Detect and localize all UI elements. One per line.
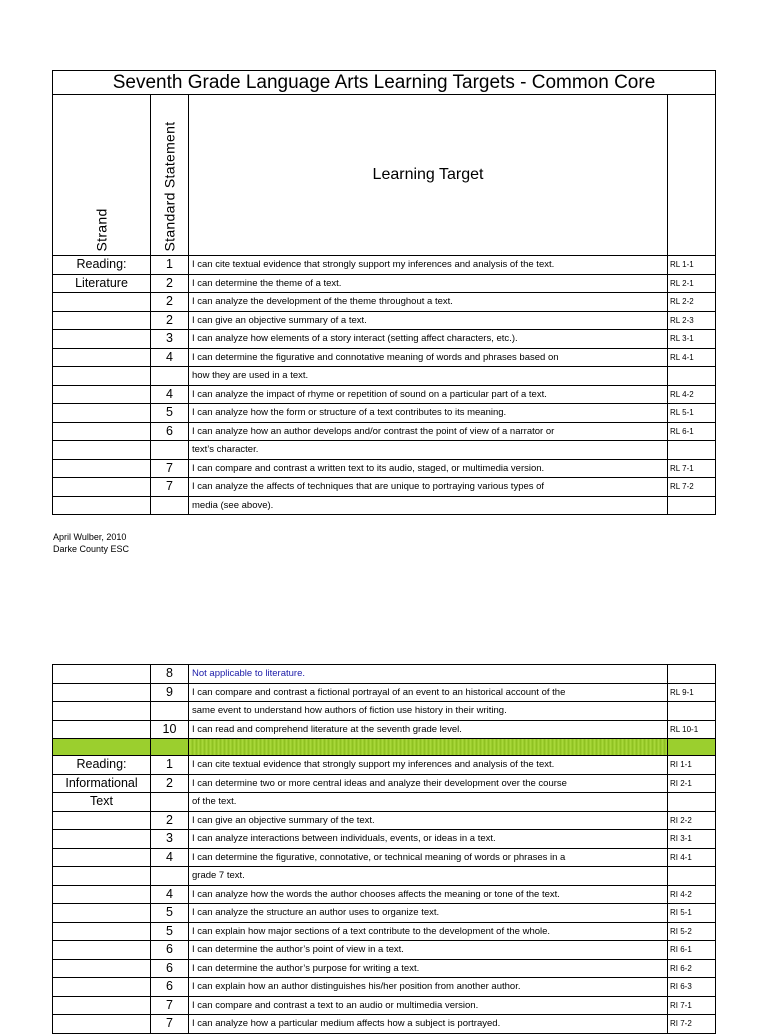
standard-number: 3 (151, 330, 189, 349)
strand-cell (53, 996, 151, 1015)
strand-cell (53, 665, 151, 684)
table-row (53, 720, 716, 739)
strand-header-label: Strand (92, 207, 109, 251)
strand-cell (53, 811, 151, 830)
learning-target-text: same event to understand how authors of fiction use history in their writing. (189, 702, 668, 721)
learning-target-text: I can read and comprehend literature at the seventh grade level. (189, 720, 668, 739)
learning-target-text: I can compare and contrast a text to an audio or multimedia version. (189, 996, 668, 1015)
standard-code: RI 4-2 (668, 885, 716, 904)
table-row (53, 756, 716, 775)
standard-code: RI 6-1 (668, 941, 716, 960)
learning-target-text: I can cite textual evidence that strongly support my inferences and analysis of the text. (189, 756, 668, 775)
standard-code: RI 2-1 (668, 774, 716, 793)
learning-target-text: I can analyze the affects of techniques that are unique to portraying various types of (189, 478, 668, 497)
standard-number: 2 (151, 274, 189, 293)
table-row (53, 367, 716, 386)
strand-cell (53, 683, 151, 702)
table-row (53, 811, 716, 830)
strand-cell (53, 459, 151, 478)
table-row (53, 293, 716, 312)
standard-number: 5 (151, 922, 189, 941)
author-org: Darke County ESC (53, 544, 130, 554)
learning-target-text: I can determine the theme of a text. (189, 274, 668, 293)
strand-cell: Reading: (53, 256, 151, 275)
standard-code: RL 1-1 (668, 256, 716, 275)
strand-cell: Reading: (53, 756, 151, 775)
strand-cell (53, 830, 151, 849)
standard-code: RI 5-1 (668, 904, 716, 923)
standard-number: 9 (151, 683, 189, 702)
standard-number: 2 (151, 311, 189, 330)
divider-cell (151, 739, 189, 756)
strand-cell (53, 311, 151, 330)
strand-cell (53, 959, 151, 978)
standard-number: 8 (151, 665, 189, 684)
learning-target-text: I can cite textual evidence that strongly support my inferences and analysis of the text. (189, 256, 668, 275)
standard-number: 2 (151, 774, 189, 793)
strand-cell (53, 478, 151, 497)
standard-code: RI 6-3 (668, 978, 716, 997)
learning-target-text: I can analyze how the form or structure of a text contributes to its meaning. (189, 404, 668, 423)
standard-number: 1 (151, 256, 189, 275)
learning-target-header: Learning Target (189, 95, 668, 256)
strand-cell (53, 404, 151, 423)
table-row (53, 404, 716, 423)
table-row (53, 274, 716, 293)
strand-cell (53, 702, 151, 721)
strand-cell (53, 367, 151, 386)
table-1-grid (52, 70, 716, 515)
author-name: April Wulber, 2010 (53, 532, 127, 542)
strand-cell (53, 293, 151, 312)
table-row (53, 496, 716, 515)
standard-number: 4 (151, 385, 189, 404)
standard-number: 5 (151, 904, 189, 923)
divider-cell (189, 739, 668, 756)
strand-cell (53, 385, 151, 404)
table-row (53, 422, 716, 441)
standard-number: 6 (151, 959, 189, 978)
table-row (53, 683, 716, 702)
code-header (668, 95, 716, 256)
standard-code: RI 6-2 (668, 959, 716, 978)
table-row (53, 867, 716, 886)
standard-code: RL 5-1 (668, 404, 716, 423)
learning-target-text: I can determine the author’s purpose for writing a text. (189, 959, 668, 978)
learning-target-text: I can analyze the structure an author uses to organize text. (189, 904, 668, 923)
standard-number (151, 702, 189, 721)
table-row (53, 348, 716, 367)
strand-cell (53, 941, 151, 960)
standard-code: RL 3-1 (668, 330, 716, 349)
page-title: Seventh Grade Language Arts Learning Targets - Common Core (53, 71, 716, 95)
standard-header (151, 95, 189, 256)
standard-number: 2 (151, 293, 189, 312)
standard-code: RL 10-1 (668, 720, 716, 739)
standard-code: RI 4-1 (668, 848, 716, 867)
author-credit (53, 531, 129, 555)
table-row (53, 441, 716, 460)
table-row (53, 941, 716, 960)
table-row (53, 848, 716, 867)
strand-cell (53, 848, 151, 867)
standard-code: RI 7-1 (668, 996, 716, 1015)
learning-target-text: I can analyze interactions between individuals, events, or ideas in a text. (189, 830, 668, 849)
learning-targets-table-2 (52, 664, 715, 1034)
strand-cell (53, 885, 151, 904)
standard-number: 6 (151, 978, 189, 997)
standard-code: RI 2-2 (668, 811, 716, 830)
learning-target-text: I can analyze how an author develops and/or contrast the point of view of a narrator or (189, 422, 668, 441)
learning-target-text: I can compare and contrast a fictional portrayal of an event to an historical account of the (189, 683, 668, 702)
table-row (53, 774, 716, 793)
learning-target-text: text’s character. (189, 441, 668, 460)
table-row (53, 459, 716, 478)
standard-code: RL 4-2 (668, 385, 716, 404)
standard-code (668, 665, 716, 684)
learning-target-text: I can analyze the development of the theme throughout a text. (189, 293, 668, 312)
standard-code: RL 2-2 (668, 293, 716, 312)
table-row (53, 793, 716, 812)
learning-target-text: I can analyze how a particular medium affects how a subject is portrayed. (189, 1015, 668, 1034)
table-row (53, 885, 716, 904)
learning-target-text: I can analyze the impact of rhyme or repetition of sound on a particular part of a text. (189, 385, 668, 404)
learning-target-text: I can analyze how elements of a story interact (setting affect characters, etc.). (189, 330, 668, 349)
standard-code (668, 702, 716, 721)
learning-target-text: I can give an objective summary of a text. (189, 311, 668, 330)
table-row (53, 978, 716, 997)
table-row (53, 385, 716, 404)
standard-code: RL 2-3 (668, 311, 716, 330)
standard-number (151, 441, 189, 460)
learning-target-text: Not applicable to literature. (189, 665, 668, 684)
learning-target-text: of the text. (189, 793, 668, 812)
table-row (53, 256, 716, 275)
learning-target-text: I can determine the figurative and connotative meaning of words and phrases based on (189, 348, 668, 367)
standard-code (668, 793, 716, 812)
strand-cell (53, 922, 151, 941)
standard-code: RI 7-2 (668, 1015, 716, 1034)
standard-code: RI 3-1 (668, 830, 716, 849)
learning-target-text: I can determine two or more central ideas and analyze their development over the course (189, 774, 668, 793)
table-row (53, 702, 716, 721)
strand-cell (53, 904, 151, 923)
standard-code (668, 867, 716, 886)
learning-target-text: media (see above). (189, 496, 668, 515)
standard-number (151, 867, 189, 886)
standard-code (668, 441, 716, 460)
standard-code: RI 5-2 (668, 922, 716, 941)
strand-cell (53, 441, 151, 460)
learning-target-text: I can compare and contrast a written text to its audio, staged, or multimedia version. (189, 459, 668, 478)
divider-cell (668, 739, 716, 756)
standard-number: 4 (151, 885, 189, 904)
table-row (53, 922, 716, 941)
table-row (53, 665, 716, 684)
standard-code: RL 9-1 (668, 683, 716, 702)
standard-number: 2 (151, 811, 189, 830)
learning-target-text: I can determine the author’s point of view in a text. (189, 941, 668, 960)
standard-code: RL 7-2 (668, 478, 716, 497)
table-row (53, 311, 716, 330)
strand-cell (53, 422, 151, 441)
standard-code: RL 2-1 (668, 274, 716, 293)
standard-code (668, 496, 716, 515)
standard-number: 3 (151, 830, 189, 849)
standard-number: 7 (151, 459, 189, 478)
table-row (53, 904, 716, 923)
strand-cell (53, 330, 151, 349)
standard-number (151, 793, 189, 812)
standard-number (151, 367, 189, 386)
strand-cell (53, 867, 151, 886)
learning-target-text: grade 7 text. (189, 867, 668, 886)
table-2-grid (52, 664, 716, 1034)
standard-header-label: Standard Statement (160, 121, 177, 251)
standard-number: 5 (151, 404, 189, 423)
standard-number: 7 (151, 1015, 189, 1034)
learning-target-text: I can explain how major sections of a text contribute to the development of the whole. (189, 922, 668, 941)
standard-number: 7 (151, 478, 189, 497)
learning-target-text: I can analyze how the words the author chooses affects the meaning or tone of the text. (189, 885, 668, 904)
divider-cell (53, 739, 151, 756)
learning-target-text: how they are used in a text. (189, 367, 668, 386)
standard-number: 1 (151, 756, 189, 775)
strand-cell (53, 720, 151, 739)
table-row (53, 830, 716, 849)
standard-number: 7 (151, 996, 189, 1015)
standard-code: RL 6-1 (668, 422, 716, 441)
section-divider (53, 739, 716, 756)
standard-code: RI 1-1 (668, 756, 716, 775)
table-row (53, 330, 716, 349)
standard-number: 6 (151, 941, 189, 960)
strand-cell (53, 496, 151, 515)
strand-cell (53, 348, 151, 367)
standard-code: RL 4-1 (668, 348, 716, 367)
table-row (53, 478, 716, 497)
strand-header (53, 95, 151, 256)
standard-number (151, 496, 189, 515)
learning-target-text: I can explain how an author distinguishes his/her position from another author. (189, 978, 668, 997)
standard-number: 4 (151, 348, 189, 367)
standard-code: RL 7-1 (668, 459, 716, 478)
strand-cell: Literature (53, 274, 151, 293)
strand-cell (53, 978, 151, 997)
learning-target-text: I can give an objective summary of the text. (189, 811, 668, 830)
standard-number: 10 (151, 720, 189, 739)
learning-target-text: I can determine the figurative, connotative, or technical meaning of words or phrases in a (189, 848, 668, 867)
standard-number: 4 (151, 848, 189, 867)
standard-number: 6 (151, 422, 189, 441)
strand-cell: Informational (53, 774, 151, 793)
table-row (53, 959, 716, 978)
learning-targets-table-1 (52, 70, 715, 515)
table-row (53, 996, 716, 1015)
strand-cell: Text (53, 793, 151, 812)
standard-code (668, 367, 716, 386)
